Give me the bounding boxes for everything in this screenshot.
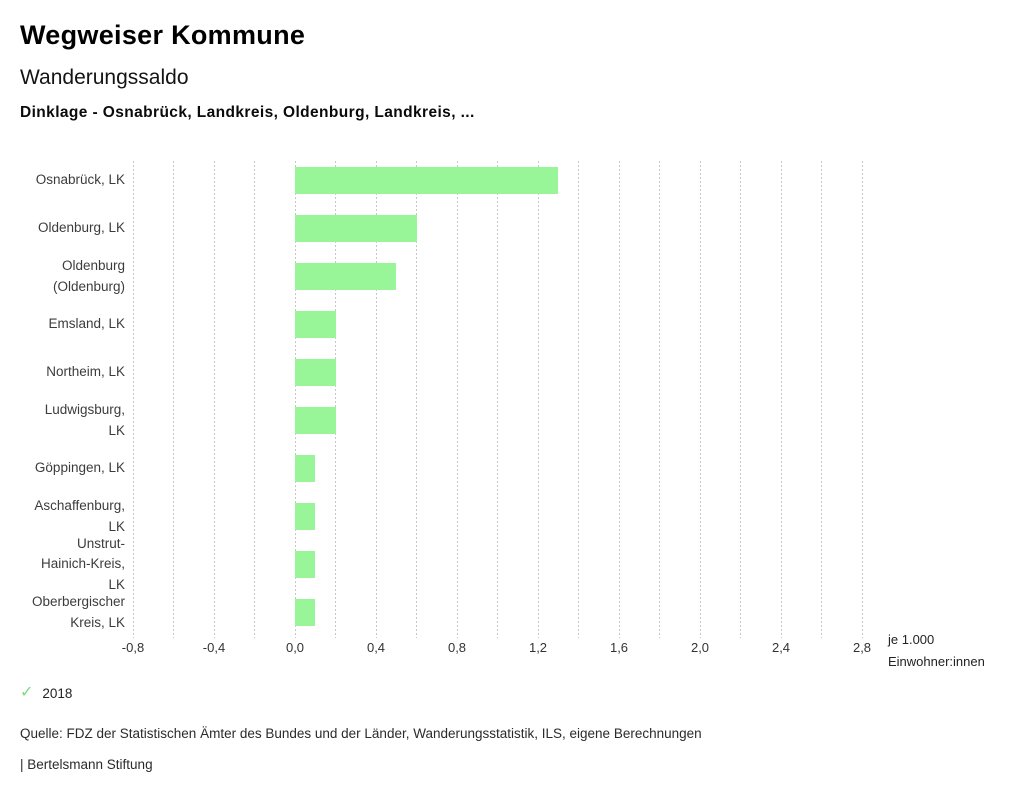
gridline: [700, 161, 701, 638]
gridline: [254, 161, 255, 638]
gridline: [821, 161, 822, 638]
x-tick-label: 2,8: [852, 640, 872, 655]
chart-selection-subtitle: Dinklage - Osnabrück, Landkreis, Oldenburg, Landkreis, ...: [20, 104, 475, 121]
branding-note: | Bertelsmann Stiftung: [20, 757, 153, 772]
category-label: Aschaffenburg, LK: [34, 498, 125, 534]
page-title: Wegweiser Kommune: [20, 20, 306, 50]
x-tick-label: 1,2: [528, 640, 548, 655]
category-label: Emsland, LK: [48, 316, 125, 332]
source-note: Quelle: FDZ der Statistischen Ämter des Bundes und der Länder, Wanderungsstatistik, ILS, eigene Berechnungen: [20, 726, 702, 741]
chart-title: Wanderungssaldo: [20, 66, 189, 89]
x-tick-label: 0,0: [285, 640, 305, 655]
x-tick-label: 1,6: [609, 640, 629, 655]
bar[interactable]: [295, 551, 315, 578]
category-label: Oldenburg, LK: [37, 220, 125, 236]
bar[interactable]: [295, 167, 558, 194]
bar[interactable]: [295, 311, 336, 338]
bar[interactable]: [295, 503, 315, 530]
gridline: [619, 161, 620, 638]
gridline: [862, 161, 863, 638]
bar[interactable]: [295, 263, 396, 290]
gridline: [578, 161, 579, 638]
x-tick-label: 2,0: [690, 640, 710, 655]
x-tick-label: -0,4: [202, 640, 226, 655]
gridline: [538, 161, 539, 638]
checkmark-icon: ✓: [20, 684, 34, 701]
gridline: [173, 161, 174, 638]
gridline: [781, 161, 782, 638]
category-label: Northeim, LK: [46, 364, 125, 380]
gridline: [659, 161, 660, 638]
bar[interactable]: [295, 215, 417, 242]
bar[interactable]: [295, 455, 315, 482]
x-axis-unit-label: [888, 629, 985, 672]
gridline: [457, 161, 458, 638]
category-label: Oldenburg (Oldenburg): [52, 258, 125, 294]
gridline: [214, 161, 215, 638]
gridline: [740, 161, 741, 638]
legend-item-2018[interactable]: [20, 685, 72, 701]
bar[interactable]: [295, 407, 336, 434]
category-label: Osnabrück, LK: [35, 172, 125, 188]
gridline: [133, 161, 134, 638]
category-label: Ludwigsburg, LK: [44, 402, 125, 438]
category-label: Göppingen, LK: [34, 460, 125, 476]
unit-label-line1: je 1.000: [888, 632, 935, 647]
x-tick-label: 0,8: [447, 640, 467, 655]
gridline: [497, 161, 498, 638]
x-tick-label: -0,8: [121, 640, 145, 655]
category-label: Unstrut-Hainich-Kreis, LK: [40, 535, 125, 592]
bar[interactable]: [295, 599, 315, 626]
legend-label: 2018: [42, 685, 73, 701]
bar[interactable]: [295, 359, 336, 386]
x-tick-label: 2,4: [771, 640, 791, 655]
category-label: Oberbergischer Kreis, LK: [31, 594, 125, 630]
unit-label-line2: Einwohner:innen: [888, 653, 985, 669]
x-tick-label: 0,4: [366, 640, 386, 655]
